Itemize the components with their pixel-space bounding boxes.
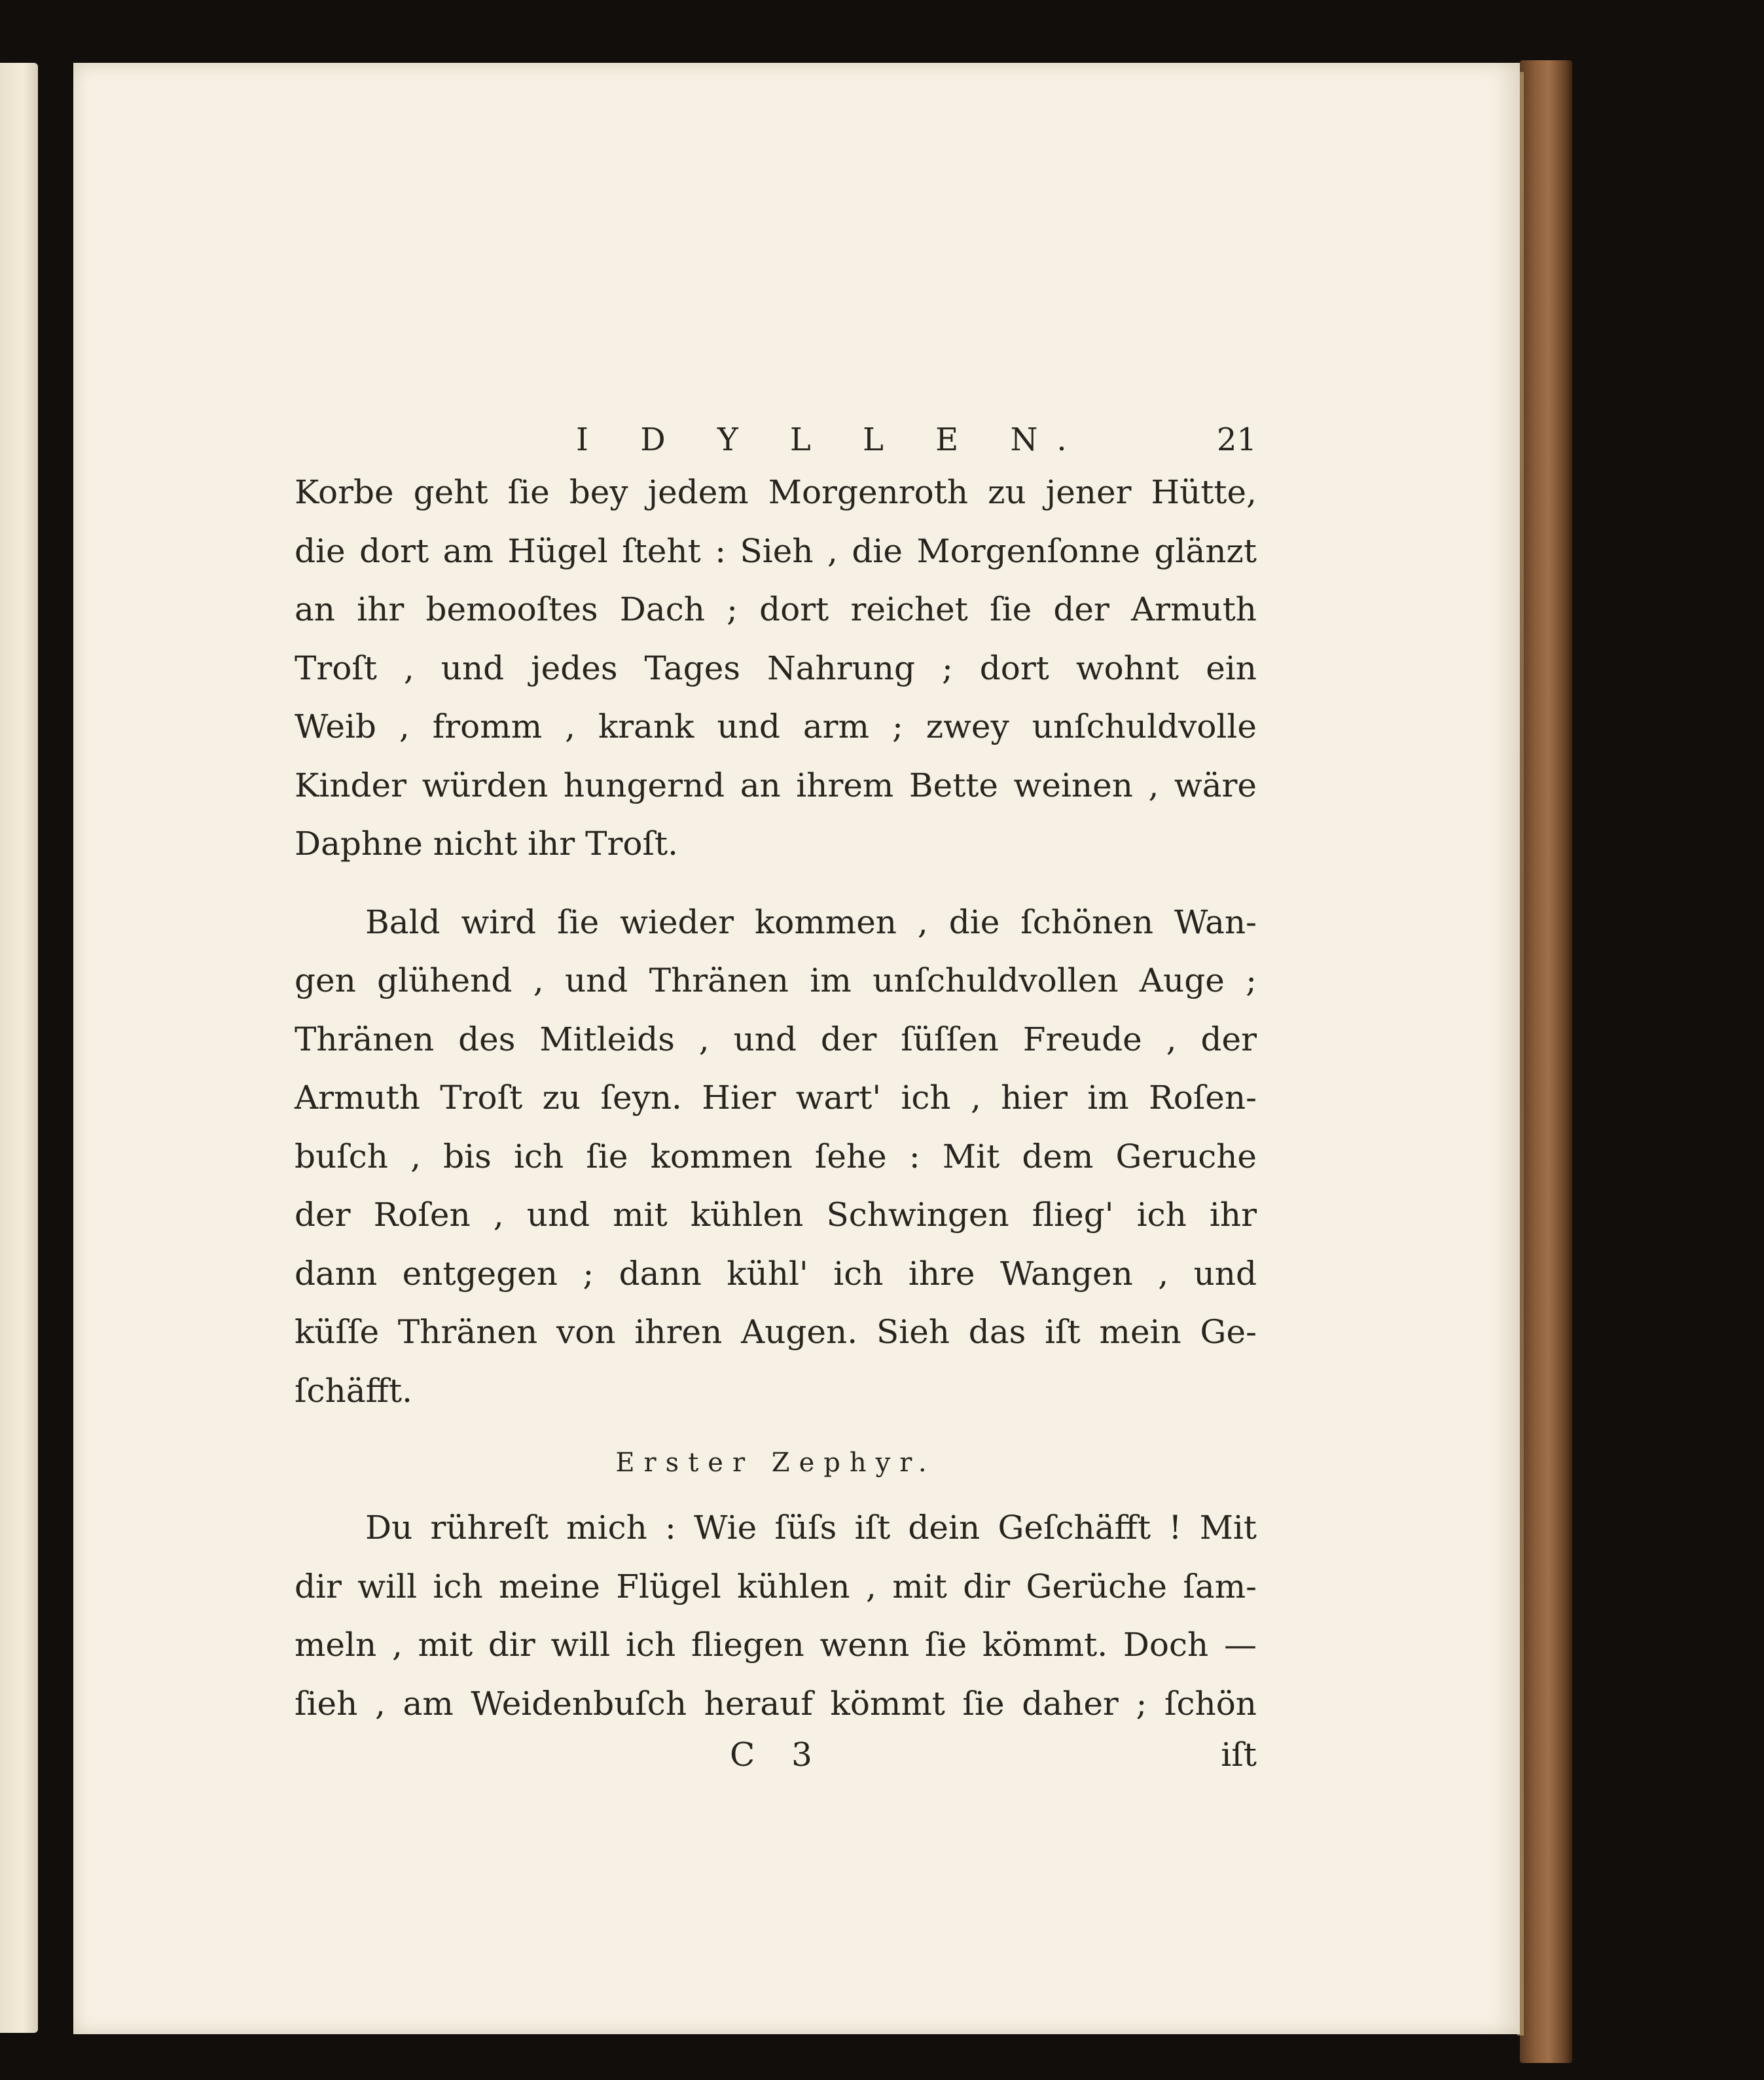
paragraph-3 bbox=[295, 1499, 1257, 1733]
running-title: I D Y L L E N. bbox=[576, 421, 1088, 458]
text-line: Daphne nicht ihr Troſt. bbox=[295, 825, 679, 863]
speaker-heading: Erster Zephyr. bbox=[615, 1448, 936, 1478]
catchword: iſt bbox=[1221, 1736, 1257, 1774]
text-line: die dort am Hügel ſteht : Sieh , die Morgenſonne glänzt bbox=[295, 531, 1257, 570]
text-line: meln , mit dir will ich fliegen wenn ſie kömmt. Doch — bbox=[295, 1626, 1257, 1664]
text-line: küſſe Thränen von ihren Augen. Sieh das iſt mein Ge- bbox=[295, 1313, 1257, 1351]
text-line: buſch , bis ich ſie kommen ſehe : Mit dem Geruche bbox=[295, 1137, 1257, 1175]
text-line: Kinder würden hungernd an ihrem Bette weinen , wäre bbox=[295, 766, 1257, 804]
page-number: 21 bbox=[1216, 421, 1257, 458]
text-line: Weib , fromm , krank und arm ; zwey unſchuldvolle bbox=[295, 708, 1257, 745]
facing-page-edge bbox=[0, 63, 38, 2033]
book-cover-board bbox=[1520, 60, 1572, 2063]
text-line: an ihr bemooſtes Dach ; dort reichet ſie der Armuth bbox=[295, 590, 1257, 628]
text-line: gen glühend , und Thränen im unſchuldvollen Auge ; bbox=[295, 961, 1257, 999]
signature-mark: C 3 bbox=[730, 1736, 825, 1774]
text-line: ſieh , am Weidenbuſch herauf kömmt ſie daher ; ſchön bbox=[295, 1684, 1257, 1723]
paragraph-1 bbox=[295, 463, 1257, 874]
text-line: ſchäfft. bbox=[295, 1371, 413, 1410]
text-line: Bald wird ſie wieder kommen , die ſchönen Wan- bbox=[365, 903, 1257, 941]
page-footer bbox=[295, 1736, 1257, 1788]
book-page bbox=[73, 63, 1520, 2034]
text-line: Armuth Troſt zu ſeyn. Hier wart' ich , hier im Roſen- bbox=[295, 1079, 1257, 1117]
paragraph-2 bbox=[295, 893, 1257, 1421]
text-line: dir will ich meine Flügel kühlen , mit dir Gerüche ſam- bbox=[295, 1567, 1257, 1605]
text-line: dann entgegen ; dann kühl' ich ihre Wangen , und bbox=[295, 1254, 1257, 1293]
text-line: Korbe geht ſie bey jedem Morgenroth zu jener Hütte, bbox=[295, 473, 1257, 511]
running-head bbox=[295, 421, 1257, 463]
text-line: Troſt , und jedes Tages Nahrung ; dort wohnt ein bbox=[295, 649, 1257, 687]
text-line: Thränen des Mitleids , und der ſüſſen Freude , der bbox=[295, 1020, 1257, 1058]
text-line: der Roſen , und mit kühlen Schwingen flieg' ich ihr bbox=[295, 1196, 1257, 1234]
text-line: Du rühreſt mich : Wie ſüſs iſt dein Geſchäfft ! Mit bbox=[365, 1509, 1257, 1547]
text-block bbox=[295, 421, 1257, 1788]
